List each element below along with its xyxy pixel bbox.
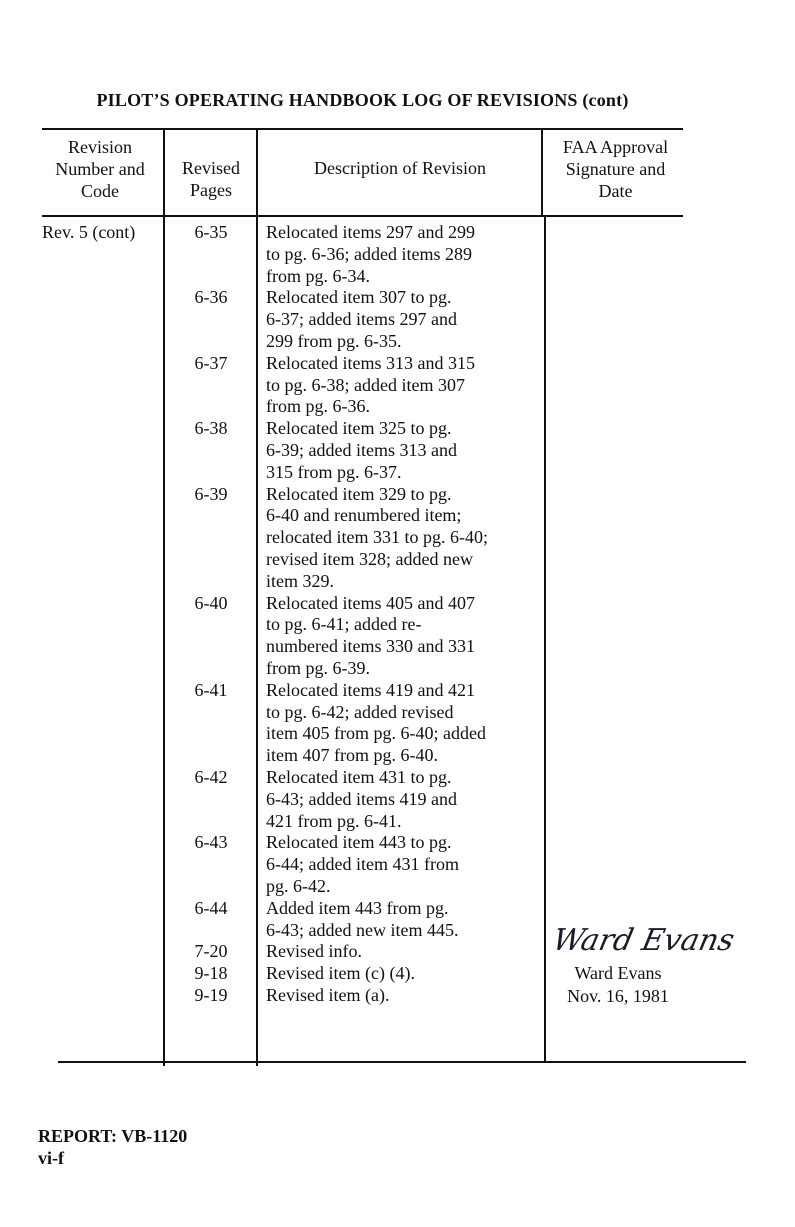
description-line: to pg. 6-41; added re- [266,614,422,635]
revision-description [266,353,541,418]
revision-description [266,222,541,287]
page-number: vi-f [38,1148,64,1168]
header-approval [543,136,688,202]
approver-name: Ward Evans [574,963,662,983]
signature-text: Ward Evans [549,923,738,958]
column-divider-3-body [544,217,546,1063]
header-line: Signature and [565,159,666,179]
revision-description [266,418,541,483]
revision-description [266,287,541,352]
description-line: Relocated items 313 and 315 [266,352,475,373]
description-line: numbered items 330 and 331 [266,636,475,657]
header-revision [36,136,164,202]
header-line: Description of Revision [314,158,486,178]
revised-page: 6-39 [194,483,228,504]
description-line: from pg. 6-34. [266,265,370,286]
page-title: PILOT’S OPERATING HANDBOOK LOG OF REVISIONS (cont) [96,90,629,110]
revision-description [266,963,541,985]
revision-code: Rev. 5 (cont) [42,222,136,242]
description-line: Relocated item 329 to pg. [266,483,452,504]
approval-date: Nov. 16, 1981 [567,986,669,1006]
revised-page: 6-37 [194,352,228,373]
description-line: Revised item (a). [266,985,390,1005]
description-line: Relocated item 325 to pg. [266,418,452,439]
revised-page: 6-43 [194,832,228,853]
description-line: item 407 from pg. 6-40. [266,745,438,766]
description-line: 6-37; added items 297 and [266,309,457,330]
description-line: Relocated items 419 and 421 [266,679,475,700]
description-line: from pg. 6-39. [266,657,370,678]
description-line: to pg. 6-42; added revised [266,701,454,722]
signature-image [549,918,738,964]
description-line: item 329. [266,570,334,591]
revision-description [266,484,541,593]
header-line: Revised [182,158,240,178]
revision-description [266,593,541,680]
revision-description [266,767,541,832]
revised-page: 6-40 [194,592,228,613]
description-line: 6-40 and renumbered item; [266,505,462,526]
description-line: 6-44; added item 431 from [266,854,459,875]
header-bottom-rule [42,215,683,217]
description-line: Revised info. [266,941,362,962]
description-line: to pg. 6-38; added item 307 [266,374,465,395]
header-line: Revision [67,137,132,157]
revised-page: 6-42 [194,767,228,787]
description-line: Relocated item 307 to pg. [266,287,452,308]
header-line: Pages [190,180,232,200]
description-line: pg. 6-42. [266,875,331,896]
revised-page: 7-20 [194,941,228,962]
description-line: Relocated items 405 and 407 [266,592,475,613]
revised-page: 6-38 [194,418,228,439]
description-line: from pg. 6-36. [266,396,370,417]
revision-description [266,680,541,767]
header-line: FAA Approval [562,137,669,157]
revised-page: 6-41 [194,679,228,700]
description-line: 315 from pg. 6-37. [266,461,402,482]
table-bottom-rule [58,1061,746,1063]
header-pages [165,157,257,201]
description-line: 6-39; added items 313 and [266,439,457,460]
header-line: Date [598,181,633,201]
header-line: Number and [55,159,145,179]
description-line: Relocated item 431 to pg. [266,767,452,787]
revised-page: 6-44 [194,897,228,918]
description-line: Relocated items 297 and 299 [266,222,475,242]
description-line: to pg. 6-36; added items 289 [266,243,472,264]
revised-page: 9-18 [194,963,228,984]
revision-description [266,941,541,963]
revised-page: 6-36 [194,287,228,308]
report-number: REPORT: VB-1120 [38,1126,188,1146]
description-line: relocated item 331 to pg. 6-40; [266,527,488,548]
revision-description [266,832,541,897]
description-line: 6-43; added new item 445. [266,919,459,940]
description-line: revised item 328; added new [266,548,473,569]
description-line: item 405 from pg. 6-40; added [266,723,486,744]
revised-page: 9-19 [194,985,228,1005]
description-line: Added item 443 from pg. [266,897,449,918]
description-line: Relocated item 443 to pg. [266,832,452,853]
header-description [258,157,542,179]
header-line: Code [81,181,119,201]
description-line: 6-43; added items 419 and [266,788,457,809]
description-line: Revised item (c) (4). [266,963,415,984]
revised-page: 6-35 [194,222,228,242]
description-line: 421 from pg. 6-41. [266,810,402,831]
revision-description [266,898,541,942]
table-top-rule [42,128,683,130]
description-line: 299 from pg. 6-35. [266,330,402,351]
revision-description [266,985,541,1007]
